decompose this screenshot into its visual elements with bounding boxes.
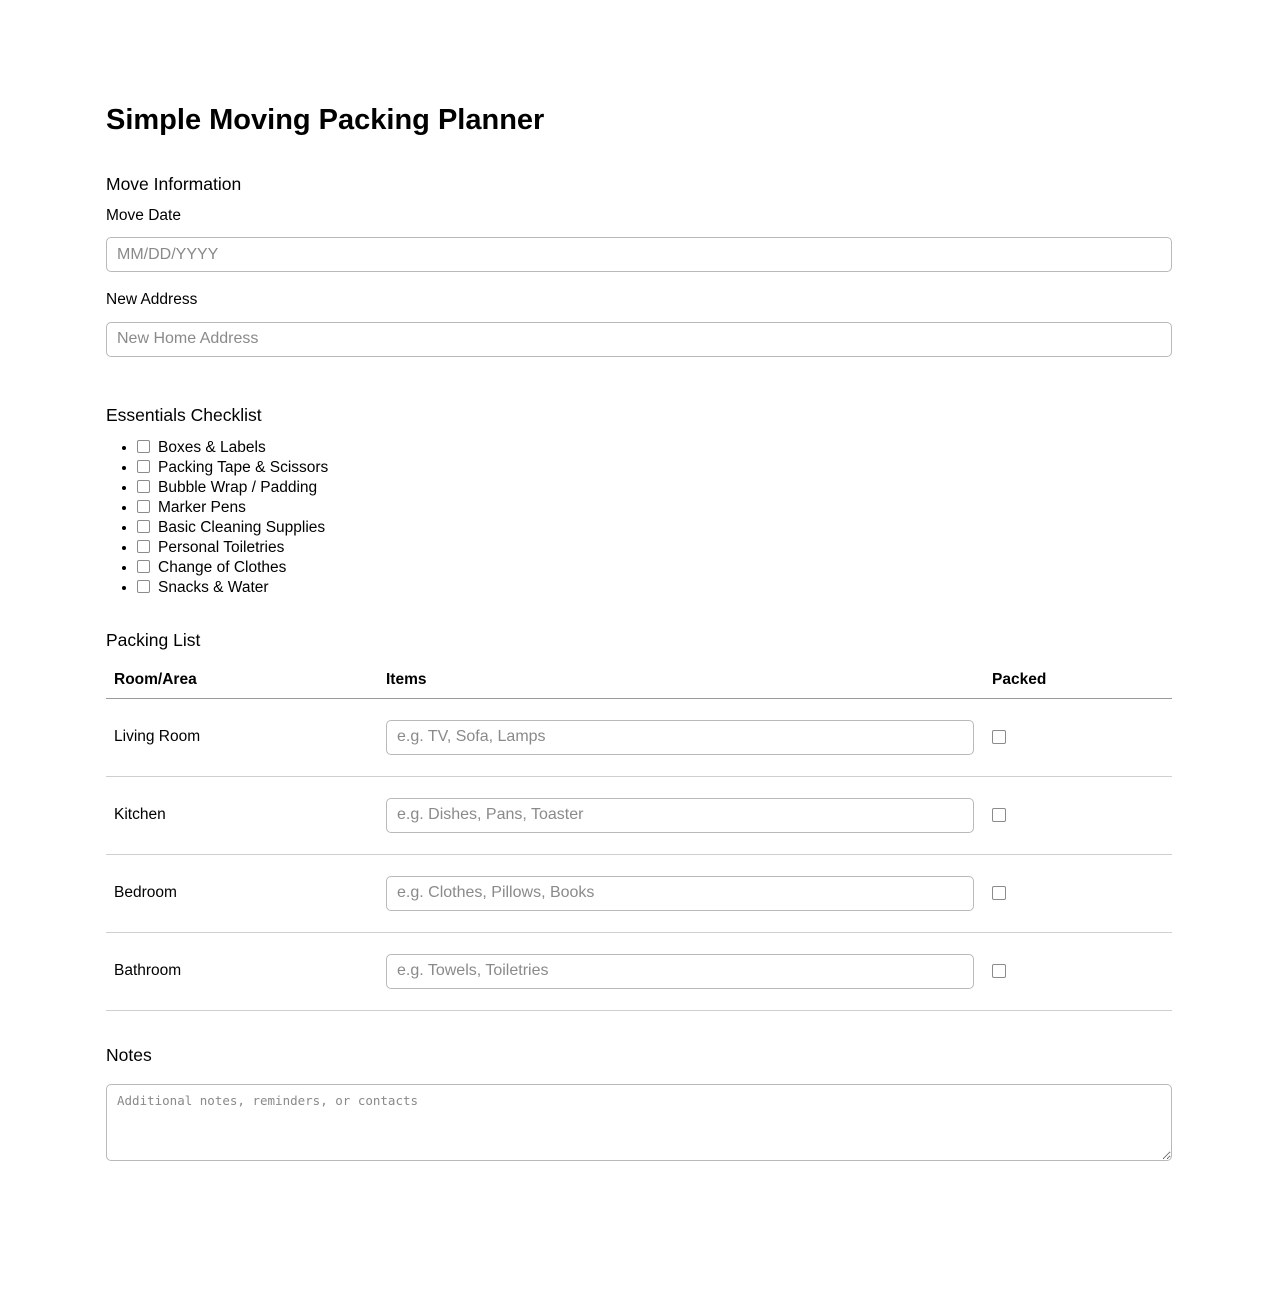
checklist-item xyxy=(137,578,1172,598)
checklist-checkbox[interactable] xyxy=(137,520,150,533)
checklist-checkbox[interactable] xyxy=(137,480,150,493)
items-input[interactable] xyxy=(386,720,974,755)
items-input[interactable] xyxy=(386,954,974,989)
checklist-checkbox[interactable] xyxy=(137,440,150,453)
new-address-label: New Address xyxy=(106,291,198,309)
section-packing-list xyxy=(106,630,1172,1011)
packed-checkbox[interactable] xyxy=(992,808,1006,822)
section-move-information xyxy=(106,174,1172,357)
items-input[interactable] xyxy=(386,798,974,833)
room-name: Bedroom xyxy=(106,854,378,932)
content-container xyxy=(106,0,1172,1301)
page-title: Simple Moving Packing Planner xyxy=(106,104,545,136)
checklist-item-label: Basic Cleaning Supplies xyxy=(158,518,326,536)
checklist-checkbox[interactable] xyxy=(137,460,150,473)
packed-checkbox[interactable] xyxy=(992,886,1006,900)
checklist-item-label: Boxes & Labels xyxy=(158,438,266,456)
move-information-heading: Move Information xyxy=(106,173,242,194)
checklist-checkbox[interactable] xyxy=(137,500,150,513)
column-header-items: Items xyxy=(378,659,984,699)
column-header-room: Room/Area xyxy=(106,659,378,699)
notes-heading: Notes xyxy=(106,1044,152,1065)
column-header-packed: Packed xyxy=(984,659,1172,699)
table-header-row xyxy=(106,659,1172,699)
section-notes xyxy=(106,1045,1172,1161)
room-name: Bathroom xyxy=(106,932,378,1010)
checklist-item-label: Packing Tape & Scissors xyxy=(158,458,329,476)
new-address-input[interactable] xyxy=(106,322,1172,357)
checklist-checkbox[interactable] xyxy=(137,540,150,553)
checklist-checkbox[interactable] xyxy=(137,560,150,573)
notes-textarea[interactable] xyxy=(106,1084,1172,1161)
checklist-item-label: Snacks & Water xyxy=(158,578,269,596)
essentials-checklist-heading: Essentials Checklist xyxy=(106,404,262,425)
table-row xyxy=(106,854,1172,932)
checklist-item xyxy=(137,478,1172,498)
checklist-item xyxy=(137,438,1172,458)
packed-checkbox[interactable] xyxy=(992,730,1006,744)
table-row xyxy=(106,776,1172,854)
checklist-item-label: Change of Clothes xyxy=(158,558,287,576)
packed-checkbox[interactable] xyxy=(992,964,1006,978)
table-row xyxy=(106,698,1172,776)
table-row xyxy=(106,932,1172,1010)
checklist-item xyxy=(137,458,1172,478)
checklist-checkbox[interactable] xyxy=(137,580,150,593)
checklist-item xyxy=(137,498,1172,518)
room-name: Kitchen xyxy=(106,776,378,854)
checklist-item xyxy=(137,518,1172,538)
checklist-item-label: Bubble Wrap / Padding xyxy=(158,478,318,496)
move-date-input[interactable] xyxy=(106,237,1172,272)
packing-table xyxy=(106,659,1172,1011)
packing-list-heading: Packing List xyxy=(106,629,201,650)
checklist-item-label: Personal Toiletries xyxy=(158,538,285,556)
checklist-item xyxy=(137,558,1172,578)
essentials-checklist xyxy=(106,438,1172,598)
move-date-label: Move Date xyxy=(106,206,181,224)
checklist-item xyxy=(137,538,1172,558)
section-essentials-checklist xyxy=(106,405,1172,598)
items-input[interactable] xyxy=(386,876,974,911)
checklist-item-label: Marker Pens xyxy=(158,498,246,516)
room-name: Living Room xyxy=(106,698,378,776)
